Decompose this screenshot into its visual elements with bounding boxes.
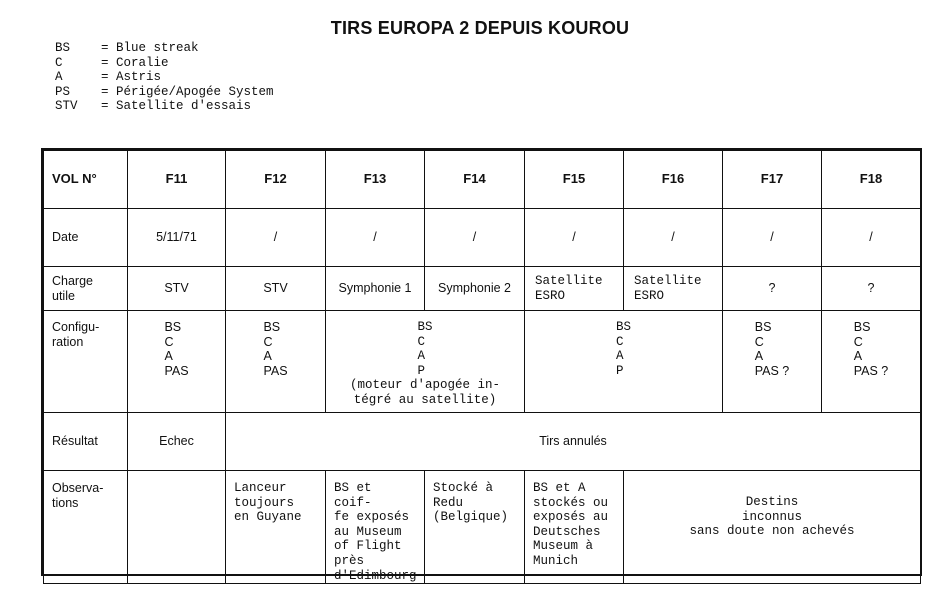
flight-header: F16: [624, 151, 723, 209]
date-cell: /: [425, 209, 525, 267]
legend-meaning: = Astris: [101, 70, 162, 85]
charge-utile-row: [44, 267, 921, 311]
configuration-row: [44, 311, 921, 413]
config-line: A: [853, 349, 863, 364]
legend-row: [55, 99, 274, 114]
config-note-line: (moteur d'apogée in-: [349, 378, 501, 393]
observation-line: Stocké à: [433, 481, 494, 495]
observation-line: Munich: [533, 553, 579, 568]
legend-row: [55, 70, 274, 85]
legend-row: [55, 56, 274, 71]
observation-cell-f15: [525, 471, 624, 584]
config-line: PAS: [263, 363, 288, 378]
observation-line: inconnus: [741, 509, 802, 524]
launch-table: [43, 150, 921, 584]
observation-line: toujours: [234, 495, 295, 510]
observation-cell-f14: [425, 471, 525, 584]
legend-meaning: = Blue streak: [101, 41, 199, 55]
config-line: BS: [263, 320, 281, 334]
date-cell: /: [822, 209, 921, 267]
config-stack: [164, 320, 188, 378]
observation-cell-f11: [128, 471, 226, 584]
config-line: A: [417, 349, 425, 364]
config-stack: [854, 320, 889, 378]
observation-line: Museum à: [533, 539, 594, 554]
legend-abbreviation: BS: [55, 41, 71, 55]
legend-abbreviation: STV: [55, 99, 78, 114]
flight-header: F15: [525, 151, 624, 209]
flight-header: F12: [226, 151, 326, 209]
config-cell-f13-f14: [326, 311, 525, 413]
charge-line: Satellite: [634, 273, 702, 288]
config-cell-f17: [723, 311, 822, 413]
config-line: A: [615, 349, 624, 364]
observation-cell-f13: [326, 471, 425, 584]
date-cell: /: [624, 209, 723, 267]
observation-line: BS et coif-: [334, 481, 372, 510]
charge-cell: Symphonie 1: [326, 267, 425, 311]
config-line: C: [263, 334, 273, 349]
observation-line: of Flight: [334, 539, 402, 554]
observation-line: sans doute non achevés: [689, 524, 855, 539]
config-line: P: [417, 363, 425, 378]
config-line: A: [754, 349, 764, 364]
config-line: C: [615, 334, 624, 349]
row-label-configuration: [44, 311, 128, 413]
observation-line: (Belgique): [433, 510, 509, 525]
label-line: Observa-: [52, 481, 104, 495]
config-line: C: [164, 334, 174, 349]
observation-line: fe exposés: [334, 510, 410, 525]
flight-header: F11: [128, 151, 226, 209]
config-cell-f18: [822, 311, 921, 413]
vol-number-label: VOL N°: [44, 151, 128, 209]
observation-line: stockés ou: [533, 495, 609, 510]
date-cell: /: [525, 209, 624, 267]
row-label-resultat: Résultat: [44, 413, 128, 471]
charge-cell: Symphonie 2: [425, 267, 525, 311]
label-line: Configu-: [52, 320, 100, 334]
resultat-cell-f11: Echec: [128, 413, 226, 471]
observation-line: Lanceur: [234, 481, 287, 495]
flight-header: F17: [723, 151, 822, 209]
resultat-cell-others: Tirs annulés: [226, 413, 921, 471]
observation-cell-f16-f18: [624, 471, 921, 584]
charge-cell: STV: [128, 267, 226, 311]
row-label-charge-utile: [44, 267, 128, 311]
observation-line: d'Edimbourg: [334, 568, 417, 583]
config-line: C: [853, 334, 863, 349]
config-stack: [616, 320, 631, 378]
config-cell-f11: [128, 311, 226, 413]
document-title: TIRS EUROPA 2 DEPUIS KOUROU: [330, 18, 630, 38]
legend-row: [55, 41, 274, 56]
legend-abbreviation: C: [55, 55, 63, 70]
flight-header: F18: [822, 151, 921, 209]
date-cell: /: [326, 209, 425, 267]
legend-abbreviation: A: [55, 70, 63, 85]
config-note-line: tégré au satellite): [353, 392, 497, 407]
label-line: tions: [52, 495, 79, 510]
abbreviation-legend: [55, 41, 274, 114]
config-line: P: [615, 363, 624, 378]
config-stack: [417, 320, 432, 378]
charge-cell: STV: [226, 267, 326, 311]
observation-line: exposés au: [533, 510, 609, 525]
charge-line: ESRO: [535, 288, 566, 303]
date-cell: /: [723, 209, 822, 267]
observations-row: [44, 471, 921, 584]
config-line: PAS: [164, 363, 189, 378]
charge-cell: [525, 267, 624, 311]
row-label-date: Date: [44, 209, 128, 267]
charge-cell: ?: [723, 267, 822, 311]
config-stack: [263, 320, 287, 378]
charge-line: ESRO: [634, 288, 665, 303]
config-stack: [755, 320, 790, 378]
label-line: Charge: [52, 273, 93, 288]
observation-line: près: [334, 553, 365, 568]
config-line: A: [263, 349, 272, 364]
config-cell-f15-f16: [525, 311, 723, 413]
date-cell: /: [226, 209, 326, 267]
config-line: C: [417, 334, 425, 349]
legend-row: [55, 85, 274, 100]
observation-cell-f12: [226, 471, 326, 584]
date-row: [44, 209, 921, 267]
observation-line: BS et A: [533, 481, 586, 495]
legend-meaning: = Satellite d'essais: [101, 99, 252, 114]
observation-line: Redu: [433, 495, 464, 510]
config-line: BS: [754, 320, 772, 334]
observation-line: au Museum: [334, 524, 402, 539]
charge-line: Satellite: [535, 273, 603, 288]
header-row: [44, 151, 921, 209]
date-cell: 5/11/71: [128, 209, 226, 267]
config-line: A: [164, 349, 173, 364]
flight-header: F14: [425, 151, 525, 209]
label-line: utile: [52, 288, 75, 303]
observation-line: Deutsches: [533, 524, 601, 539]
observation-line: Destins: [745, 495, 799, 509]
resultat-row: [44, 413, 921, 471]
charge-cell: ?: [822, 267, 921, 311]
legend-abbreviation: PS: [55, 84, 71, 99]
config-line: BS: [164, 320, 182, 334]
row-label-observations: [44, 471, 128, 584]
config-line: PAS ?: [853, 363, 889, 378]
config-cell-f12: [226, 311, 326, 413]
charge-cell: [624, 267, 723, 311]
config-line: BS: [417, 320, 433, 334]
observation-line: en Guyane: [234, 510, 302, 525]
legend-meaning: = Périgée/Apogée System: [101, 84, 274, 99]
flight-header: F13: [326, 151, 425, 209]
label-line: ration: [52, 334, 84, 349]
config-line: BS: [615, 320, 631, 334]
legend-meaning: = Coralie: [101, 55, 169, 70]
config-line: C: [754, 334, 764, 349]
config-line: PAS ?: [754, 363, 790, 378]
config-line: BS: [853, 320, 871, 334]
